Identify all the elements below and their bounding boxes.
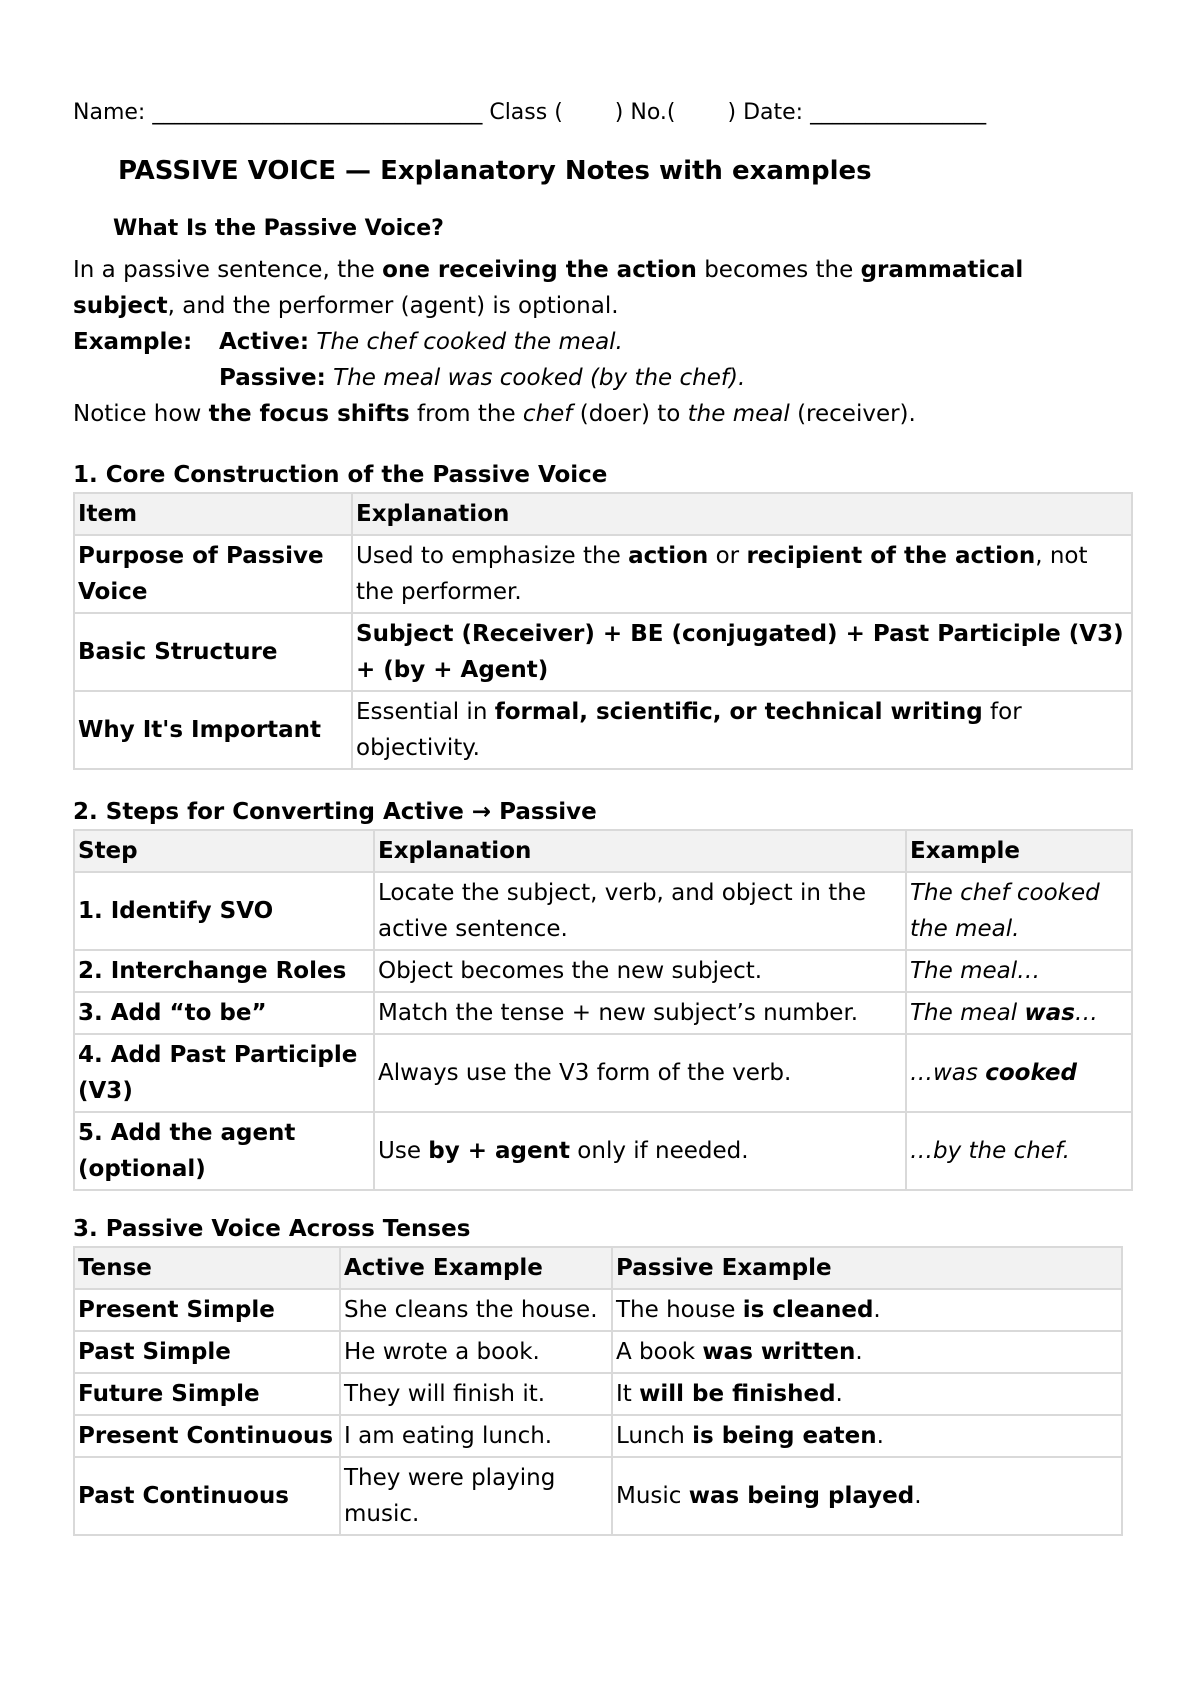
step-cell: 5. Add the agent (optional): [74, 1112, 374, 1190]
explanation-cell: Locate the subject, verb, and object in the active sentence.: [374, 872, 906, 950]
tense-cell: Past Simple: [74, 1331, 340, 1373]
notice-italic: the meal: [687, 401, 790, 427]
step-cell: 4. Add Past Participle (V3): [74, 1034, 374, 1112]
notice-emphasis: the focus shifts: [208, 401, 410, 427]
cell-text: for objectivity.: [356, 699, 1022, 761]
number-label: No.(: [630, 100, 676, 125]
table-row: [74, 1457, 1122, 1535]
cell-text: .: [873, 1297, 881, 1323]
column-header: Step: [74, 830, 374, 872]
cell-text: or: [708, 543, 747, 569]
tenses-table: [73, 1246, 1123, 1536]
table-row: [74, 1331, 1122, 1373]
cell-text: It: [616, 1381, 640, 1407]
table-row: [74, 691, 1132, 769]
number-close: ): [727, 100, 737, 125]
name-label: Name:: [73, 100, 146, 125]
column-header: Passive Example: [612, 1247, 1122, 1289]
explanation-cell: [374, 1112, 906, 1190]
cell-text: The meal: [910, 1000, 1025, 1026]
cell-emphasis: was written: [702, 1339, 856, 1365]
class-close: ): [614, 100, 624, 125]
cell-text: Music: [616, 1483, 689, 1509]
table-row: [74, 1415, 1122, 1457]
table-row: [74, 872, 1132, 950]
cell-emphasis: formal, scientific, or technical writing: [494, 699, 983, 725]
active-example-cell: She cleans the house.: [340, 1289, 612, 1331]
cell-emphasis: recipient of the action: [746, 543, 1036, 569]
example-cell: [906, 992, 1132, 1034]
cell-text: .: [876, 1423, 884, 1449]
step-cell: 1. Identify SVO: [74, 872, 374, 950]
cell-text: Used to emphasize the: [356, 543, 629, 569]
cell-emphasis: was: [1024, 1000, 1075, 1026]
passive-example-cell: [612, 1331, 1122, 1373]
notice-text: (receiver).: [789, 401, 916, 427]
column-header: Example: [906, 830, 1132, 872]
cell-emphasis: action: [628, 543, 709, 569]
class-label: Class (: [489, 100, 563, 125]
column-header: Explanation: [352, 493, 1132, 535]
page-title: PASSIVE VOICE — Explanatory Notes with examples: [118, 156, 872, 186]
intro-emphasis: grammatical subject: [73, 257, 1024, 319]
tense-cell: Present Continuous: [74, 1415, 340, 1457]
intro-text: In a passive sentence, the: [73, 257, 383, 283]
table-header-row: [74, 493, 1132, 535]
active-sentence: The chef cooked the meal.: [316, 329, 623, 355]
intro-section: [73, 252, 1133, 432]
cell-text: Essential in: [356, 699, 495, 725]
passive-example-cell: [612, 1457, 1122, 1535]
notice-text: from the: [409, 401, 523, 427]
cell-text: …: [1074, 1000, 1098, 1026]
cell-text: Lunch: [616, 1423, 693, 1449]
cell-emphasis: is cleaned: [742, 1297, 874, 1323]
cell-text: The house: [616, 1297, 743, 1323]
cell-text: Use: [378, 1138, 429, 1164]
passive-label: Passive:: [219, 365, 326, 391]
table-row: [74, 535, 1132, 613]
cell-emphasis: was being played: [688, 1483, 915, 1509]
notice-line: [73, 396, 1133, 432]
section1-title: 1. Core Construction of the Passive Voice: [73, 462, 608, 488]
date-label: Date:: [743, 100, 804, 125]
table-row: [74, 1289, 1122, 1331]
table-header-row: [74, 830, 1132, 872]
intro-text: , and the performer (agent) is optional.: [167, 293, 619, 319]
name-blank: ______________________________: [152, 100, 483, 125]
example-cell: …by the chef.: [906, 1112, 1132, 1190]
example-active: [73, 324, 1133, 360]
cell-text: …was: [910, 1060, 986, 1086]
cell-emphasis: cooked: [985, 1060, 1077, 1086]
example-cell: [906, 1034, 1132, 1112]
cell-text: .: [835, 1381, 843, 1407]
tense-cell: Future Simple: [74, 1373, 340, 1415]
notice-italic: chef: [522, 401, 573, 427]
active-example-cell: They will finish it.: [340, 1373, 612, 1415]
passive-sentence: The meal was cooked (by the chef).: [333, 365, 746, 391]
passive-example-cell: [612, 1415, 1122, 1457]
table-row: [74, 1034, 1132, 1112]
step-cell: 2. Interchange Roles: [74, 950, 374, 992]
column-header: Active Example: [340, 1247, 612, 1289]
intro-emphasis: one receiving the action: [382, 257, 697, 283]
explanation-cell: Subject (Receiver) + BE (conjugated) + Past Participle (V3) + (by + Agent): [352, 613, 1132, 691]
conversion-steps-table: [73, 829, 1133, 1191]
notice-text: Notice how: [73, 401, 209, 427]
explanation-cell: Match the tense + new subject’s number.: [374, 992, 906, 1034]
active-example-cell: He wrote a book.: [340, 1331, 612, 1373]
active-label: Active:: [219, 329, 310, 355]
cell-text: A book: [616, 1339, 703, 1365]
intro-text: becomes the: [696, 257, 861, 283]
item-cell: Why It's Important: [74, 691, 352, 769]
table-row: [74, 950, 1132, 992]
cell-text: only if needed.: [569, 1138, 749, 1164]
intro-heading: What Is the Passive Voice?: [113, 216, 444, 241]
explanation-cell: Object becomes the new subject.: [374, 950, 906, 992]
active-example-cell: I am eating lunch.: [340, 1415, 612, 1457]
table-row: [74, 992, 1132, 1034]
explanation-cell: Always use the V3 form of the verb.: [374, 1034, 906, 1112]
step-cell: 3. Add “to be”: [74, 992, 374, 1034]
explanation-cell: [352, 691, 1132, 769]
example-cell: The chef cooked the meal.: [906, 872, 1132, 950]
column-header: Explanation: [374, 830, 906, 872]
column-header: Tense: [74, 1247, 340, 1289]
cell-emphasis: will be finished: [639, 1381, 836, 1407]
notice-text: (doer) to: [572, 401, 688, 427]
example-label: Example:: [73, 329, 193, 355]
active-example-cell: They were playing music.: [340, 1457, 612, 1535]
date-blank: ________________: [810, 100, 987, 125]
section3-title: 3. Passive Voice Across Tenses: [73, 1216, 471, 1242]
example-passive: [73, 360, 1133, 396]
passive-example-cell: [612, 1373, 1122, 1415]
table-row: [74, 1373, 1122, 1415]
table-header-row: [74, 1247, 1122, 1289]
example-cell: The meal…: [906, 950, 1132, 992]
section2-title: 2. Steps for Converting Active → Passive: [73, 799, 597, 825]
student-info-line: [73, 100, 1133, 125]
passive-example-cell: [612, 1289, 1122, 1331]
cell-emphasis: is being eaten: [692, 1423, 877, 1449]
item-cell: Basic Structure: [74, 613, 352, 691]
cell-text: .: [855, 1339, 863, 1365]
tense-cell: Past Continuous: [74, 1457, 340, 1535]
intro-definition: [73, 252, 1133, 324]
table-row: [74, 613, 1132, 691]
table-row: [74, 1112, 1132, 1190]
column-header: Item: [74, 493, 352, 535]
cell-emphasis: by + agent: [428, 1138, 570, 1164]
tense-cell: Present Simple: [74, 1289, 340, 1331]
cell-text: .: [914, 1483, 922, 1509]
item-cell: Purpose of Passive Voice: [74, 535, 352, 613]
explanation-cell: [352, 535, 1132, 613]
cell-text: , not the performer.: [356, 543, 1088, 605]
core-construction-table: [73, 492, 1133, 770]
